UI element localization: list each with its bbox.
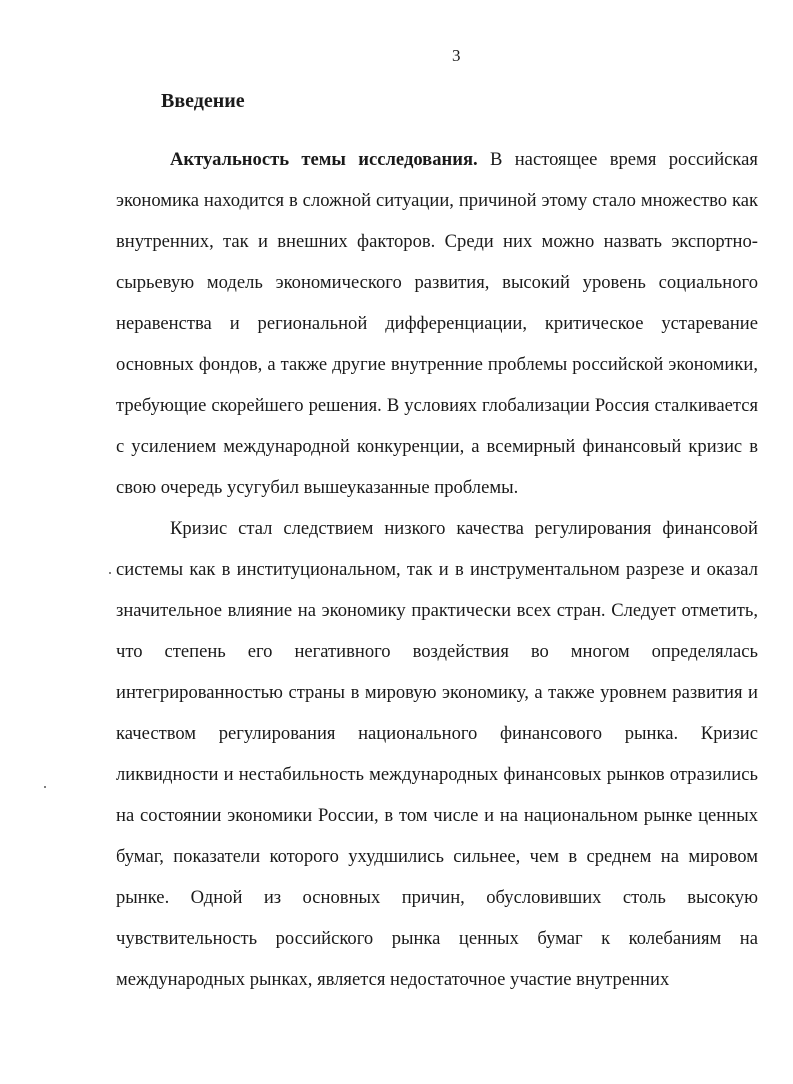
paragraph-text: В настоящее время российская экономика находится в сложной ситуации, причиной этому стало множество как внутренних, так и внешних факторов. Среди них можно назвать экспортно-сырьевую модель экономического развития, высокий уровень социального неравенства и региональной дифференциации, критическое устаревание основных фондов, а также другие внутренние проблемы российской экономики, требующие скорейшего решения. В условиях глобализации Россия сталкивается с усилением международной конкуренции, а всемирный финансовый кризис в свою очередь усугубил вышеуказанные проблемы. [116,149,758,498]
paragraph-lead: Актуальность темы исследования. [170,149,478,170]
body-text [116,139,758,1000]
paragraph-text: Кризис стал следствием низкого качества регулирования финансовой системы как в институциональном, так и в инструментальном разрезе и оказал значительное влияние на экономику практически всех стран. Следует отметить, что степень его негативного воздействия во многом определялась интегрированностью страны в мировую экономику, а также уровнем развития и качеством регулирования национального финансового рынка. Кризис ликвидности и нестабильность международных финансовых рынков отразились на состоянии экономики России, в том числе и на национальном рынке ценных бумаг, показатели которого ухудшились сильнее, чем в среднем на мировом рынке. Одной из основных причин, обусловивших столь высокую чувствительность российского рынка ценных бумаг к колебаниям на международных рынках, является недостаточное участие внутренних [116,518,758,990]
section-heading: Введение [161,90,245,112]
paragraph-crisis [116,508,758,1000]
page-number: 3 [452,46,461,65]
scan-speck [109,572,111,574]
paragraph-relevance [116,139,758,508]
scan-speck [44,786,46,788]
